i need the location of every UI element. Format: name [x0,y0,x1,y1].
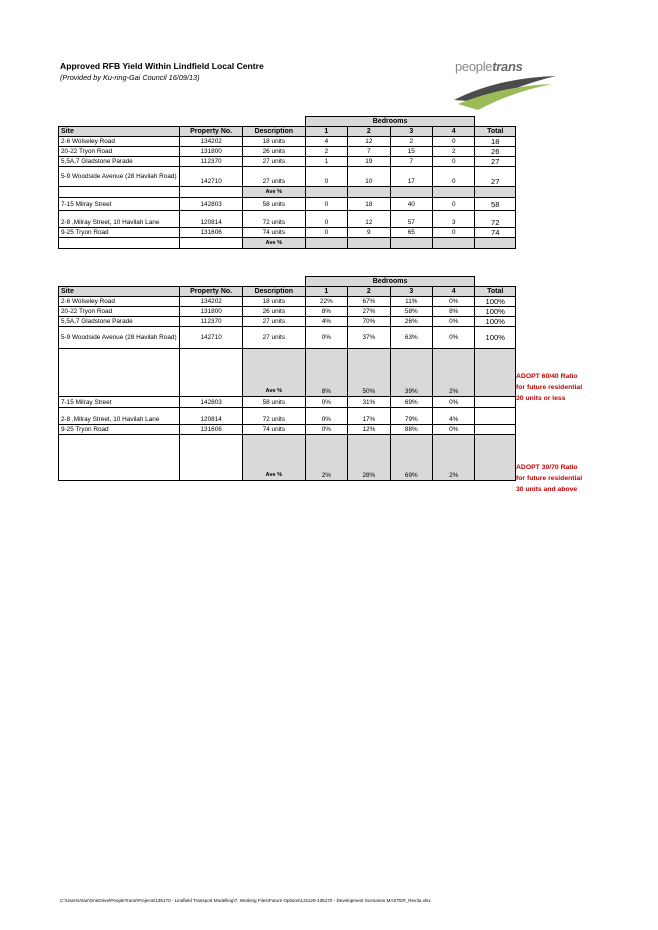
col-total: Total [475,287,516,297]
adopt-60-40-note: ADOPT 60/40 Ratio for future residential 30 units or less [516,373,583,402]
col-description: Description [242,127,305,137]
table-row: 9-25 Tryon Road 131606 74 units 0% 12% 88% 0% [59,425,516,435]
col-site: Site [59,287,180,297]
bedrooms-group-header: Bedrooms [305,277,475,287]
col-bed-1: 1 [305,287,347,297]
table-row: 5-9 Woodside Avenue (28 Havilah Road) 142710 27 units 0% 37% 63% 0% 100% [59,327,516,349]
col-bed-2: 2 [348,127,390,137]
yield-percentage-table [58,276,516,481]
col-site: Site [59,127,180,137]
table-row: 5,5A,7 Gladstone Parade 112370 27 units 4% 70% 26% 0% 100% [59,317,516,327]
table-row: 9-25 Tryon Road 131606 74 units 0 9 65 0 74 [59,228,516,238]
table-row: 2-6 Wolseley Road 134202 18 units 4 12 2 0 18 [59,137,516,147]
average-row: Ave % [59,238,516,249]
table-row: 20-22 Tryon Road 131800 26 units 8% 27% 58% 8% 100% [59,307,516,317]
peopletrans-logo [452,58,562,114]
table-row: 2-8 ,Milray Street, 10 Havilah Lane 120814 72 units 0 12 57 3 72 [59,211,516,228]
col-bed-3: 3 [390,287,432,297]
average-row: Ave % 2% 28% 69% 2% [59,435,516,481]
col-bed-4: 4 [433,287,475,297]
col-description: Description [242,287,305,297]
logo-swoosh-icon [452,58,562,114]
report-subtitle: (Provided by Ku-ring-Gai Council 16/09/13) [60,73,200,82]
table-row: 5,5A,7 Gladstone Parade 112370 27 units 1 19 7 0 27 [59,157,516,167]
logo-wordmark: peopletrans [455,59,523,74]
col-property-no: Property No. [180,287,243,297]
yield-units-table [58,116,516,249]
table-row: 5-9 Woodside Avenue (28 Havilah Road) 142710 27 units 0 10 17 0 27 [59,167,516,187]
col-bed-2: 2 [348,287,390,297]
table-row: 20-22 Tryon Road 131800 26 units 2 7 15 2 26 [59,147,516,157]
col-bed-1: 1 [305,127,347,137]
table-row: 2-6 Wolseley Road 134202 18 units 22% 67% 11% 0% 100% [59,297,516,307]
col-bed-3: 3 [390,127,432,137]
table-row: 7-15 Milray Street 142803 58 units 0% 31% 69% 0% [59,397,516,408]
average-row: Ave % 8% 50% 39% 2% [59,349,516,397]
file-path-footer: C:\Users\Alan\OneDrive\PeopleTrans\Projects\135170 - Lindfield Transport Modelling\7. Working Files\Future Options\131129-135170 - Development Scenarios MASTER_Rev3a.xlsx [60,898,431,903]
col-total: Total [475,127,516,137]
bedrooms-group-header: Bedrooms [305,117,475,127]
table-row: 2-8 ,Milray Street, 10 Havilah Lane 120814 72 units 0% 17% 79% 4% [59,408,516,425]
table-row: 7-15 Milray Street 142803 58 units 0 18 40 0 58 [59,198,516,211]
adopt-30-70-note: ADOPT 30/70 Ratio for future residential 30 units and above [516,464,583,493]
average-row: Ave % [59,187,516,198]
col-bed-4: 4 [433,127,475,137]
col-property-no: Property No. [180,127,243,137]
report-title: Approved RFB Yield Within Lindfield Local Centre [60,61,264,71]
